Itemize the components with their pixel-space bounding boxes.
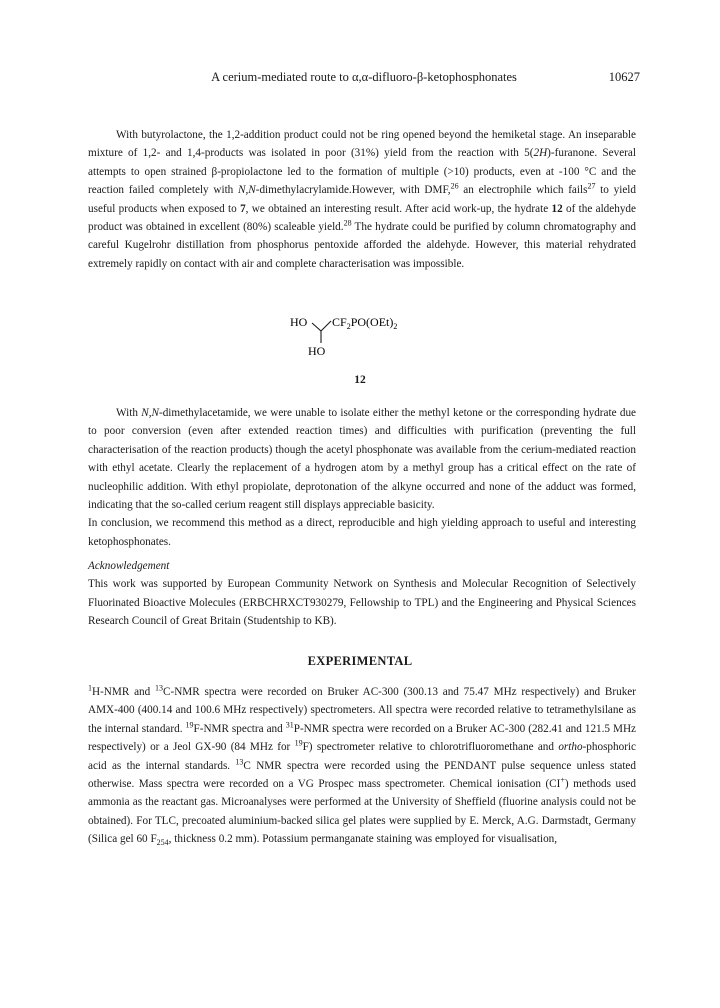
isotope-superscript: 19: [185, 720, 194, 730]
acknowledgement-text: This work was supported by European Community Network on Synthesis and Molecular Recognition of Selectively Fluorinated Bioactive Molecules (ERBCHRXCT930279, Fellowship to TPL) and the Engineering and Physical Sciences Research Council of Great Britain (Studentship to KB).: [88, 578, 636, 628]
text-run: F-NMR spectra and: [193, 722, 286, 735]
subscript-run: 254: [156, 838, 169, 848]
page-number: 10627: [608, 70, 640, 84]
isotope-superscript: 31: [285, 720, 294, 730]
paragraph-text: [88, 404, 636, 514]
text-run: C NMR spectra were recorded using the PENDANT pulse sequence unless stated otherwise. Mass spectra were recorded on a VG Prospec mass spectrometer. Chemical ionisation (CI: [88, 759, 636, 791]
text-run: With butyrolactone, the 1,2-addition product could not be ring opened beyond the hemiketal stage. An inseparable mixture of 1,2- and 1,4-products was isolated in poor (31%) yield from the reaction with 5(: [88, 129, 636, 160]
running-title: A cerium-mediated route to α,α-difluoro-β-ketophosphonates: [211, 70, 517, 84]
text-run: -dimethylacetamide, we were unable to isolate either the methyl ketone or the corresponding hydrate due to poor conversion (even after extended reaction times) and difficulties with purification (preventing the full characterisation of the reaction products) though the acetyl phosphonate was available from the cerium-mediated reaction with ethyl acetate. Clearly the replacement of a hydrogen atom by a methyl group has a critical effect on the rate of nucleophilic addition. With ethyl propiolate, deprotonation of the alkyne occurred and none of the adduct was formed, indicating that the so-called cerium reagent still displays appreciable basicity.: [88, 407, 637, 512]
text-run: F) spectrometer relative to chlorotrifluoromethane and: [302, 741, 559, 754]
text-run: an electrophile which fails: [458, 184, 588, 197]
compound-number-label: 12: [354, 374, 366, 386]
text-run: With: [116, 407, 142, 419]
text-run: of the aldehyde product was obtained in excellent (80%) scaleable yield.: [88, 202, 636, 234]
acknowledgement-heading: Acknowledgement: [88, 560, 170, 572]
experimental-heading: EXPERIMENTAL: [307, 654, 413, 668]
text-run: , we obtained an interesting result. After acid work-up, the hydrate: [245, 202, 552, 215]
paragraph-aldehyde-results: [88, 126, 636, 273]
bond-line: [321, 321, 331, 331]
text-run: H-NMR and: [92, 686, 156, 698]
text-run: P-NMR spectra were recorded on a Bruker AC-300 (282.41 and 121.5 MHz respectively) or a Jeol GX-90 (84 MHz for: [88, 722, 636, 754]
paragraph-experimental: [88, 683, 636, 849]
text-run: C-NMR spectra were recorded on Bruker AC-300 (300.13 and 75.47 MHz respectively) and Bruker AMX-400 (400.14 and 100.6 MHz respectively) spectrometers. All spectra were recorded relative to tetramethylsilane as the internal standard.: [88, 686, 636, 735]
compound-ref: 12: [551, 202, 563, 215]
reference-superscript: 27: [587, 181, 596, 191]
acknowledgement-section: [88, 557, 636, 631]
structure-ho-bottom: HO: [308, 344, 326, 358]
text-run: , thickness 0.2 mm). Potassium permanganate staining was employed for visualisation,: [168, 833, 558, 846]
bond-line: [312, 323, 321, 331]
page-header: [88, 70, 640, 88]
text-run: -dimethylacrylamide.However, with DMF,: [255, 184, 451, 197]
isotope-superscript: 13: [235, 756, 244, 766]
charge-superscript: +: [560, 775, 565, 785]
paragraph-conclusion: In conclusion, we recommend this method as a direct, reproducible and high yielding approach to useful and interesting ketophosphonates.: [88, 517, 636, 548]
paragraph-text: [88, 683, 636, 849]
text-run: The hydrate could be purified by column chromatography and careful Kugelrohr distillation from phosphorus pentoxide afforded the aldehyde. However, this material rehydrated extremely rapidly on contact with air and complete characterisation was impossible.: [88, 221, 636, 270]
reference-superscript: 28: [343, 218, 352, 228]
italic-run: N,N: [141, 407, 159, 419]
text-run: -phosphoric acid as the internal standards.: [88, 741, 637, 772]
compound-ref: 7: [240, 202, 246, 215]
isotope-superscript: 19: [294, 738, 303, 748]
structure-drawing: [288, 311, 428, 373]
structure-substituent: $CF_2PO(OEt)_2$: [332, 315, 398, 331]
chemical-structure-12: [288, 311, 428, 373]
text-run: ) methods used ammonia as the reactant gas. Microanalyses were performed at the University of Sheffield (fluorine analysis could not be obtained). For TLC, precoated aluminium-backed silica gel plates were supplied by E. Merck, A.G. Darmstadt, Germany (Silica gel 60 F: [88, 778, 636, 846]
structure-ho-top: HO: [290, 315, 308, 329]
reference-superscript: 26: [450, 181, 459, 191]
text-run: )-furanone. Several attempts to open strained β-propiolactone led to the formation of multiple (>10) products, even at -100 °C and the reaction failed completely with: [88, 147, 636, 197]
italic-run: ortho: [558, 741, 583, 754]
text-run: to yield useful products when exposed to: [88, 184, 636, 215]
paragraph-text: [88, 126, 636, 273]
paragraph-dimethylacetamide: [88, 404, 636, 551]
italic-run: N,N: [238, 184, 256, 197]
italic-run: 2H: [533, 147, 548, 160]
isotope-superscript: 1: [88, 683, 92, 693]
isotope-superscript: 13: [155, 683, 164, 693]
